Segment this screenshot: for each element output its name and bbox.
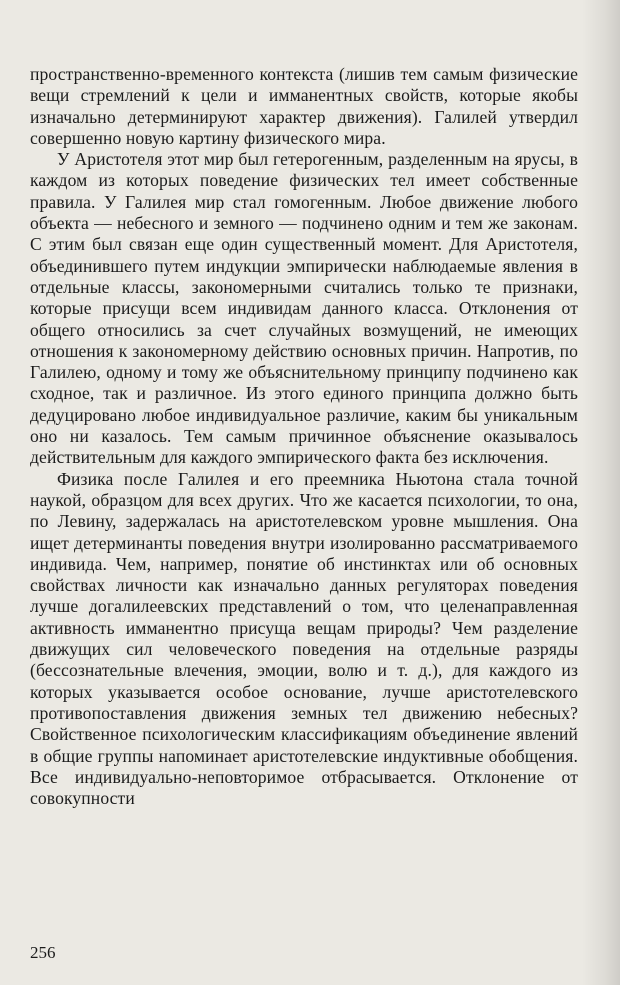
paragraph-3: Физика после Галилея и его преемника Ньютона стала точной наукой, образцом для всех других. Что же касается психологии, то она, по Левину, задержалась на аристотелевском уровне мышления. Она ищет детерминанты поведения внутри изолированно рассматриваемого индивида. Чем, например, понятие об инстинктах или об основных свойствах личности как изначально данных регуляторах поведения лучше догалилеевских представлений о том, что целенаправленная активность имманентно присуща вещам природы? Чем разделение движущих сил человеческого поведения на отдельные разряды (бессознательные влечения, эмоции, волю и т. д.), для каждого из которых указывается особое основание, лучше аристотелевского противопоставления движения земных тел движению небесных? Свойственное психологическим классификациям объединение явлений в общие группы напоминает аристотелевские индуктивные обобщения. Все индивидуально-неповторимое отбрасывается. Отклонение от совокупности bbox=[30, 468, 578, 809]
page-edge-shadow bbox=[582, 0, 620, 985]
paragraph-1: пространственно-временного контекста (лишив тем самым физические вещи стремлений к цели и имманентных свойств, которые якобы изначально детерминируют характер движения). Галилей утвердил совершенно новую картину физического мира. bbox=[30, 64, 578, 148]
body-text bbox=[30, 64, 578, 809]
page-number: 256 bbox=[30, 943, 56, 962]
paragraph-2: У Аристотеля этот мир был гетерогенным, разделенным на ярусы, в каждом из которых поведение физических тел имеет собственные правила. У Галилея мир стал гомогенным. Любое движение любого объекта — небесного и земного — подчинено одним и тем же законам. С этим был связан еще один существенный момент. Для Аристотеля, объединившего путем индукции эмпирически наблюдаемые явления в отдельные классы, закономерными считались только те признаки, которые присущи всем индивидам данного класса. Отклонения от общего относились за счет случайных возмущений, не имеющих отношения к закономерному действию основных причин. Напротив, по Галилею, одному и тому же объяснительному принципу подчинено как сходное, так и различное. Из этого единого принципа должно быть дедуцировано любое индивидуальное различие, каким бы уникальным оно ни казалось. Тем самым причинное объяснение оказывалось действительным для каждого эмпирического факта без исключения. bbox=[30, 149, 578, 468]
